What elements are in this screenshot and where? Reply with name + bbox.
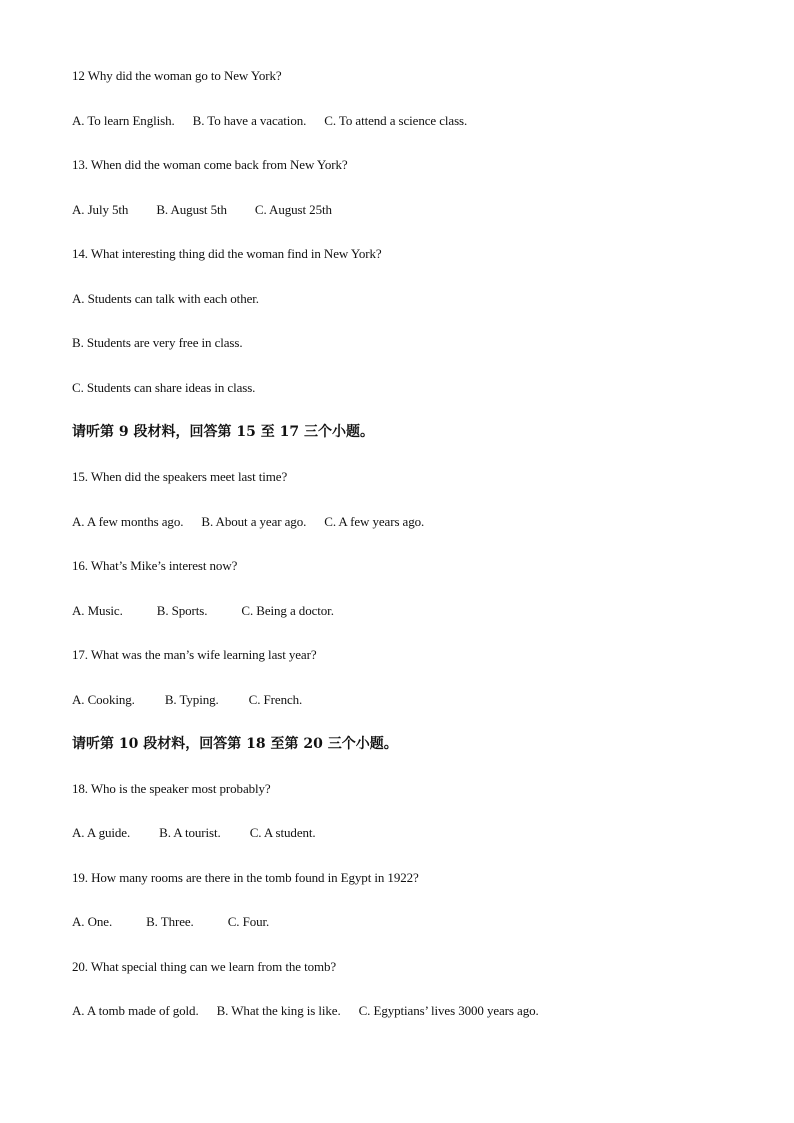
question-16: 16. What’s Mike’s interest now? (72, 558, 238, 573)
option-b: B. About a year ago. (201, 514, 307, 529)
option-a: A. July 5th (72, 202, 129, 217)
option-b: B. Sports. (156, 603, 208, 618)
option-14-a: A. Students can talk with each other. (72, 291, 259, 306)
options-15 (72, 514, 424, 530)
option-c: C. To attend a science class. (324, 113, 468, 128)
question-20: 20. What special thing can we learn from the tomb? (72, 959, 337, 974)
option-b: B. To have a vacation. (192, 113, 307, 128)
question-13: 13. When did the woman come back from New York? (72, 157, 348, 172)
options-20 (72, 1003, 539, 1019)
option-b: B. Three. (146, 914, 194, 929)
option-14-b: B. Students are very free in class. (72, 335, 243, 350)
option-a: A. To learn English. (72, 113, 175, 128)
option-b: B. August 5th (156, 202, 227, 217)
options-12 (72, 113, 467, 129)
section-heading-9: 请听第 9 段材料，回答第 15 至 17 三个小题。 (72, 424, 374, 440)
question-19: 19. How many rooms are there in the tomb found in Egypt in 1922? (72, 870, 419, 885)
option-a: A. Music. (72, 603, 123, 618)
question-15: 15. When did the speakers meet last time? (72, 469, 288, 484)
section-heading-10: 请听第 10 段材料，回答第 18 至第 20 三个小题。 (72, 736, 398, 752)
option-c: C. August 25th (254, 202, 332, 217)
option-a: A. A tomb made of gold. (72, 1003, 199, 1018)
question-14: 14. What interesting thing did the woman find in New York? (72, 246, 382, 261)
option-a: A. A few months ago. (72, 514, 184, 529)
question-17: 17. What was the man’s wife learning last year? (72, 647, 317, 662)
option-b: B. A tourist. (159, 825, 221, 840)
option-c: C. A student. (249, 825, 316, 840)
option-c: C. A few years ago. (324, 514, 425, 529)
option-14-c: C. Students can share ideas in class. (72, 380, 256, 395)
options-13 (72, 202, 332, 218)
option-a: A. A guide. (72, 825, 131, 840)
options-18 (72, 825, 316, 841)
option-c: C. Egyptians’ lives 3000 years ago. (358, 1003, 539, 1018)
options-16 (72, 603, 334, 619)
option-a: A. One. (72, 914, 113, 929)
option-a: A. Cooking. (72, 692, 135, 707)
option-c: C. Four. (227, 914, 270, 929)
option-c: C. Being a doctor. (241, 603, 334, 618)
question-18: 18. Who is the speaker most probably? (72, 781, 271, 796)
question-12: 12 Why did the woman go to New York? (72, 68, 282, 83)
option-b: B. Typing. (164, 692, 219, 707)
option-c: C. French. (248, 692, 303, 707)
options-17 (72, 692, 302, 708)
options-19 (72, 914, 269, 930)
option-b: B. What the king is like. (216, 1003, 341, 1018)
